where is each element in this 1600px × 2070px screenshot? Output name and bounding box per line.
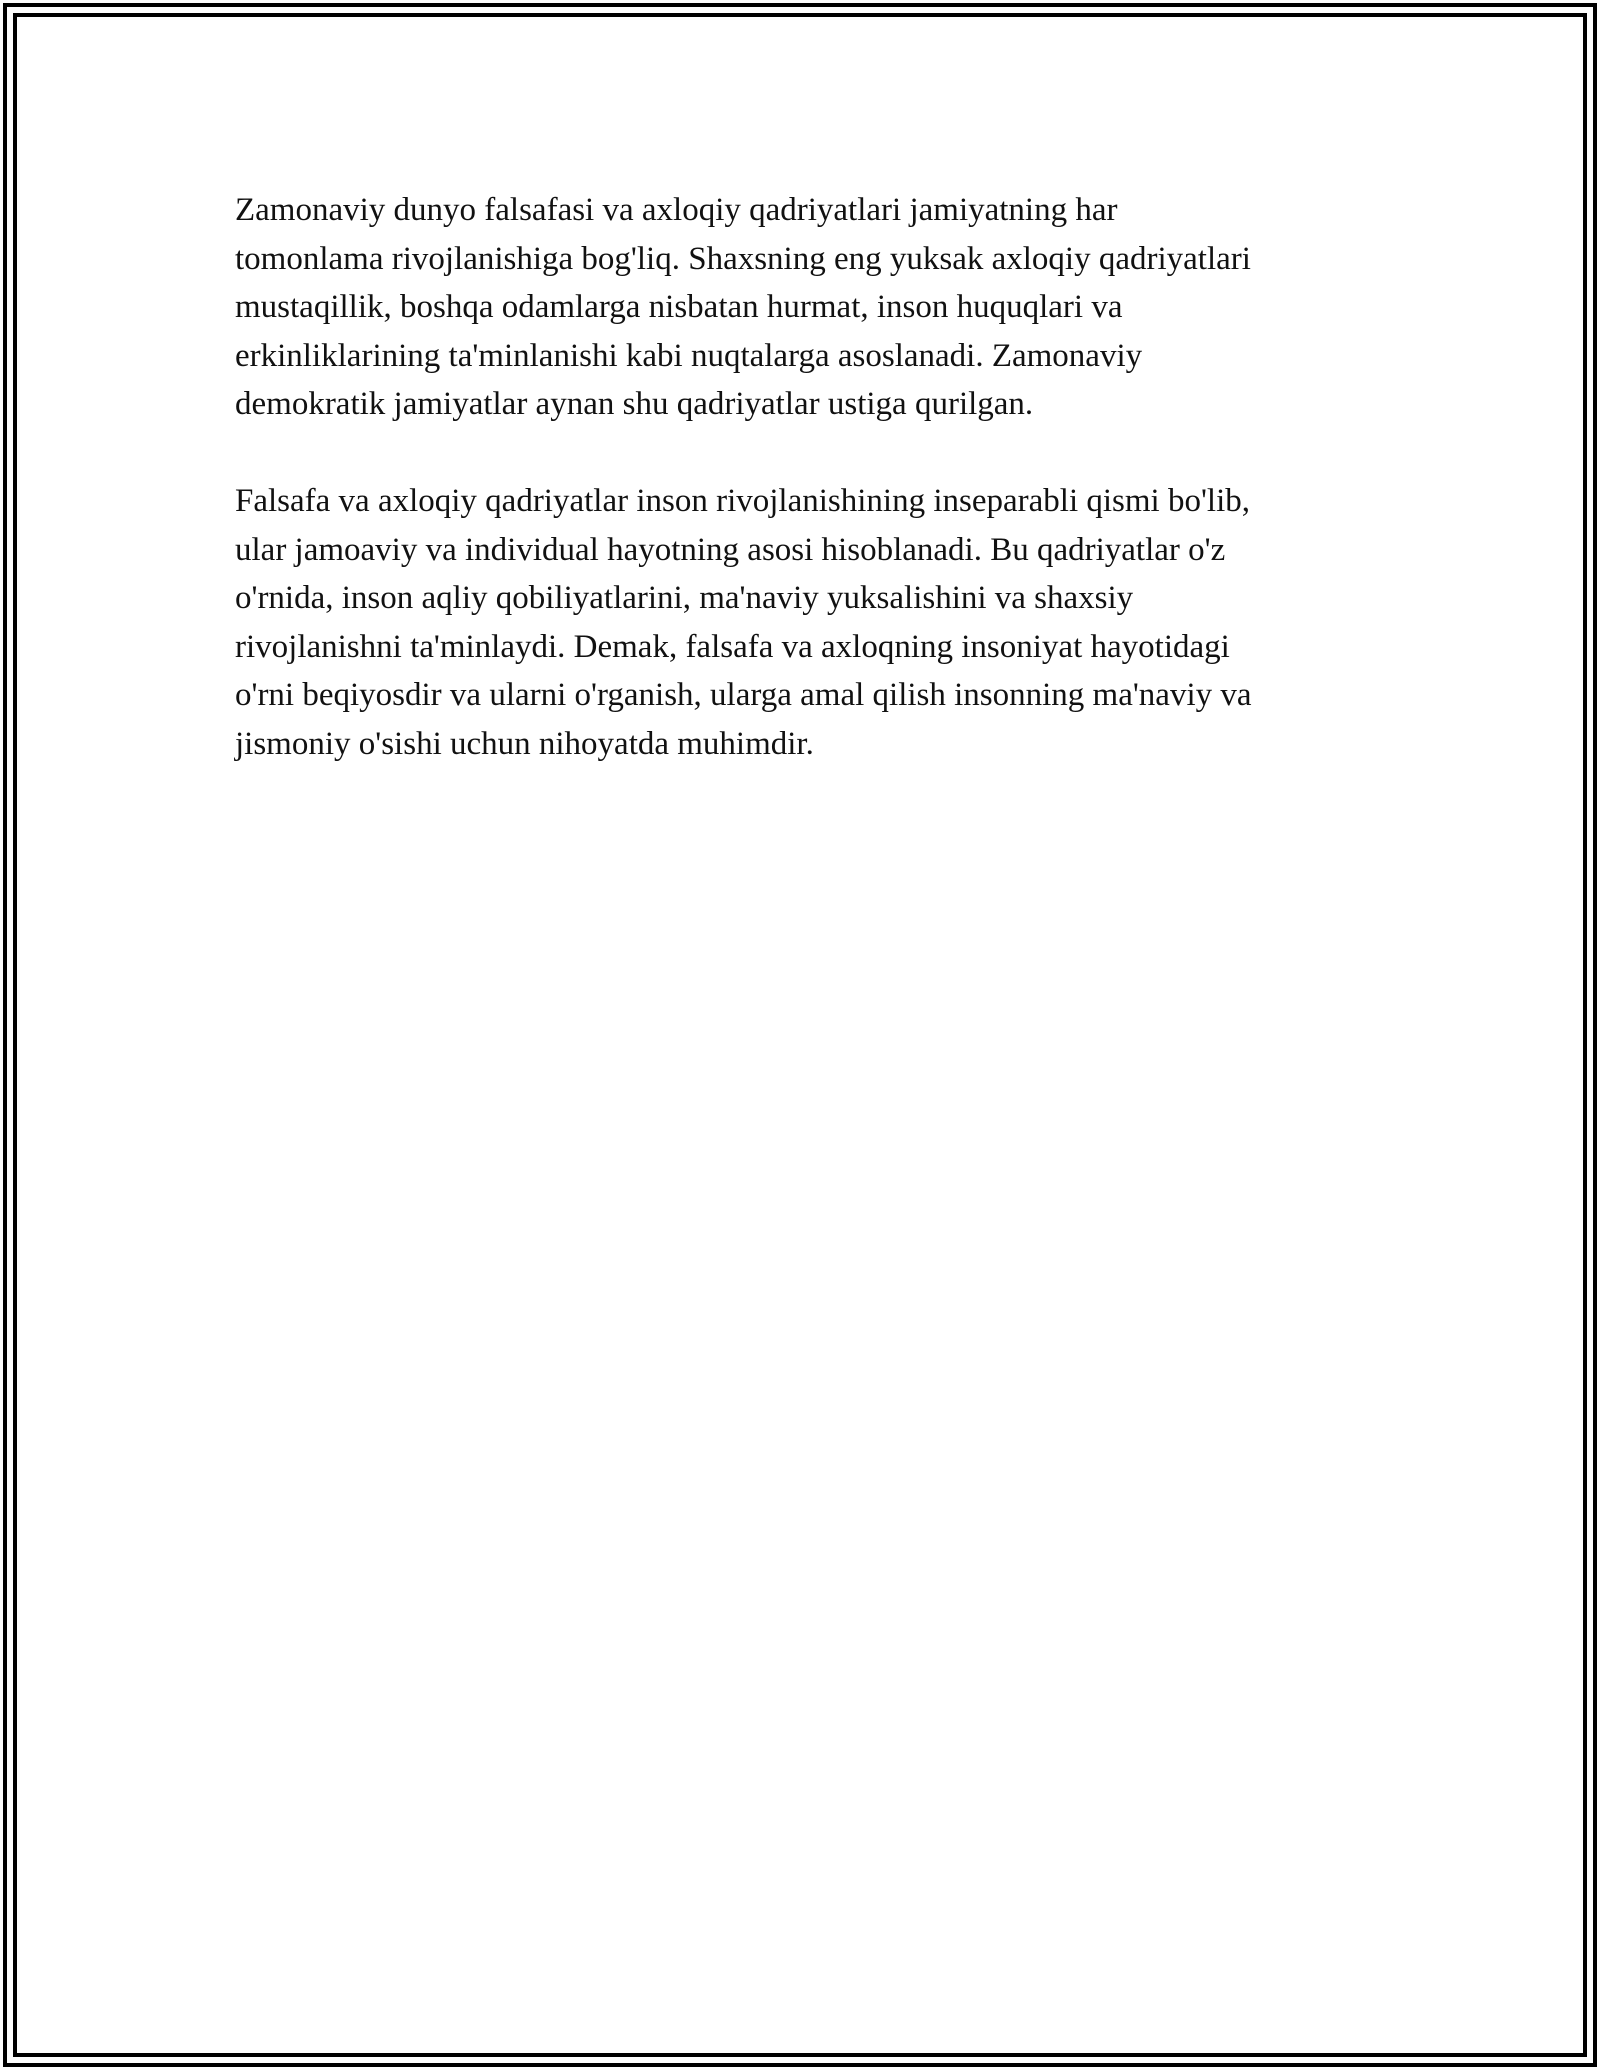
paragraph-1: Zamonaviy dunyo falsafasi va axloqiy qadriyatlari jamiyatning har tomonlama rivojlanishiga bog'liq. Shaxsning eng yuksak axloqiy qadriyatlari mustaqillik, boshqa odamlarga nisbatan hurmat, inson huquqlari va erkinliklarining ta'minlanishi kabi nuqtalarga asoslanadi. Zamonaviy demokratik jamiyatlar aynan shu qadriyatlar ustiga qurilgan.: [235, 192, 1251, 422]
document-body: [235, 186, 1375, 817]
paragraph-2: Falsafa va axloqiy qadriyatlar inson rivojlanishining inseparabli qismi bo'lib, ular jamoaviy va individual hayotning asosi hisoblanadi. Bu qadriyatlar o'z o'rnida, inson aqliy qobiliyatlarini, ma'naviy yuksalishini va shaxsiy rivojlanishni ta'minlaydi. Demak, falsafa va axloqning insoniyat hayotidagi o'rni beqiyosdir va ularni o'rganish, ularga amal qilish insonning ma'naviy va jismoniy o'sishi uchun nihoyatda muhimdir.: [235, 483, 1252, 762]
